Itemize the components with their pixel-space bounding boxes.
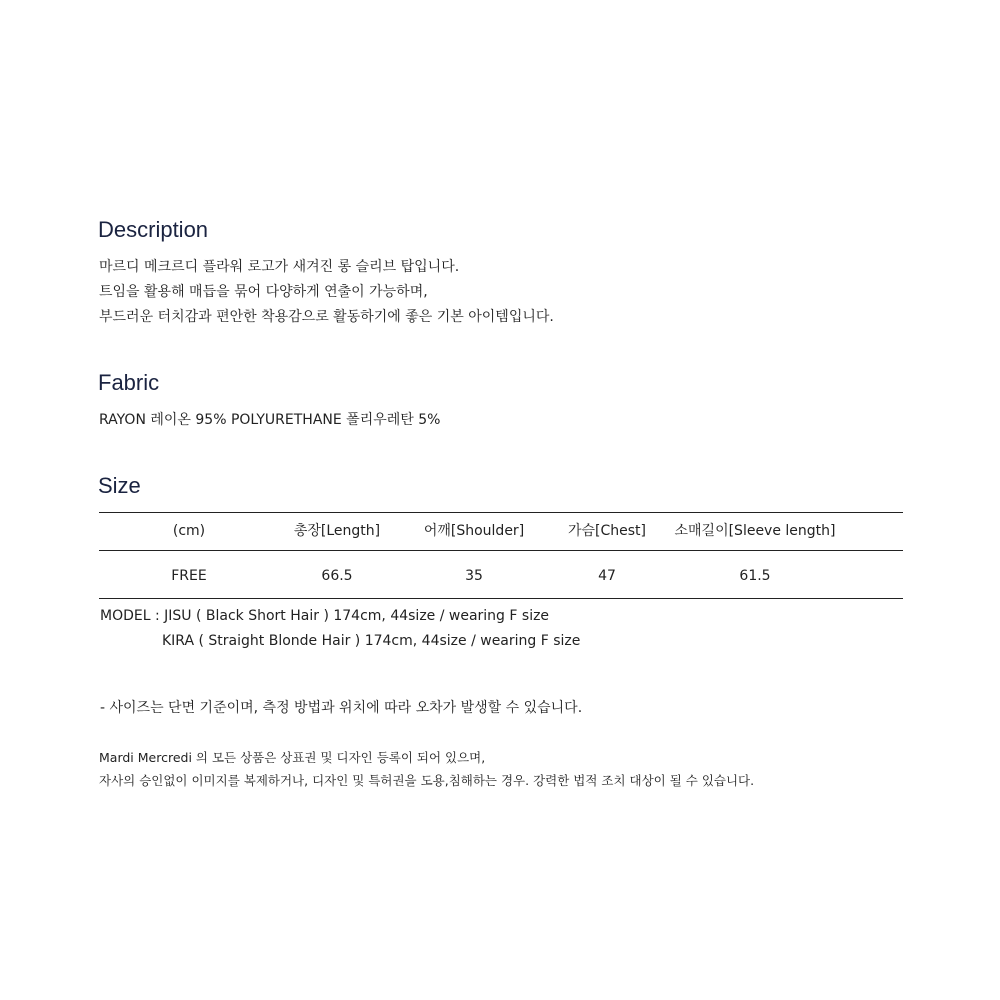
col-header-unit: (cm) — [172, 523, 206, 539]
table-header-rule — [99, 550, 903, 551]
row-length-value: 66.5 — [321, 568, 353, 584]
row-chest-value: 47 — [598, 568, 616, 584]
fabric-composition: RAYON 레이온 95% POLYURETHANE 폴리우레탄 5% — [99, 412, 441, 428]
model-line-2: KIRA ( Straight Blonde Hair ) 174cm, 44size / wearing F size — [162, 633, 581, 649]
fabric-heading: Fabric — [98, 370, 160, 395]
copyright-line-2: 자사의 승인없이 이미지를 복제하거나, 디자인 및 특허권을 도용,침해하는 경우. 강력한 법적 조치 대상이 될 수 있습니다. — [99, 773, 755, 788]
col-header-chest: 가슴[Chest] — [567, 523, 647, 539]
col-header-length: 총장[Length] — [293, 523, 381, 539]
model-line-1: MODEL : JISU ( Black Short Hair ) 174cm, 44size / wearing F size — [100, 608, 550, 624]
row-shoulder-value: 35 — [465, 568, 483, 584]
description-line-2: 트임을 활용해 매듭을 묶어 다양하게 연출이 가능하며, — [99, 284, 428, 300]
size-table — [99, 512, 903, 600]
description-heading: Description — [98, 217, 209, 242]
col-header-sleeve: 소매길이[Sleeve length] — [674, 523, 836, 539]
row-sleeve-value: 61.5 — [739, 568, 771, 584]
size-measurement-note: - 사이즈는 단면 기준이며, 측정 방법과 위치에 따라 오차가 발생할 수 있습니다. — [100, 700, 583, 716]
row-size-label: FREE — [171, 568, 207, 584]
size-heading: Size — [98, 473, 141, 498]
col-header-shoulder: 어깨[Shoulder] — [423, 523, 525, 539]
description-line-3: 부드러운 터치감과 편안한 착용감으로 활동하기에 좋은 기본 아이템입니다. — [99, 309, 554, 325]
table-top-rule — [99, 512, 903, 513]
copyright-line-1: Mardi Mercredi 의 모든 상품은 상표권 및 디자인 등록이 되어 있으며, — [99, 750, 486, 765]
description-line-1: 마르디 메크르디 플라워 로고가 새겨진 롱 슬리브 탑입니다. — [99, 259, 460, 275]
table-bottom-rule — [99, 598, 903, 599]
